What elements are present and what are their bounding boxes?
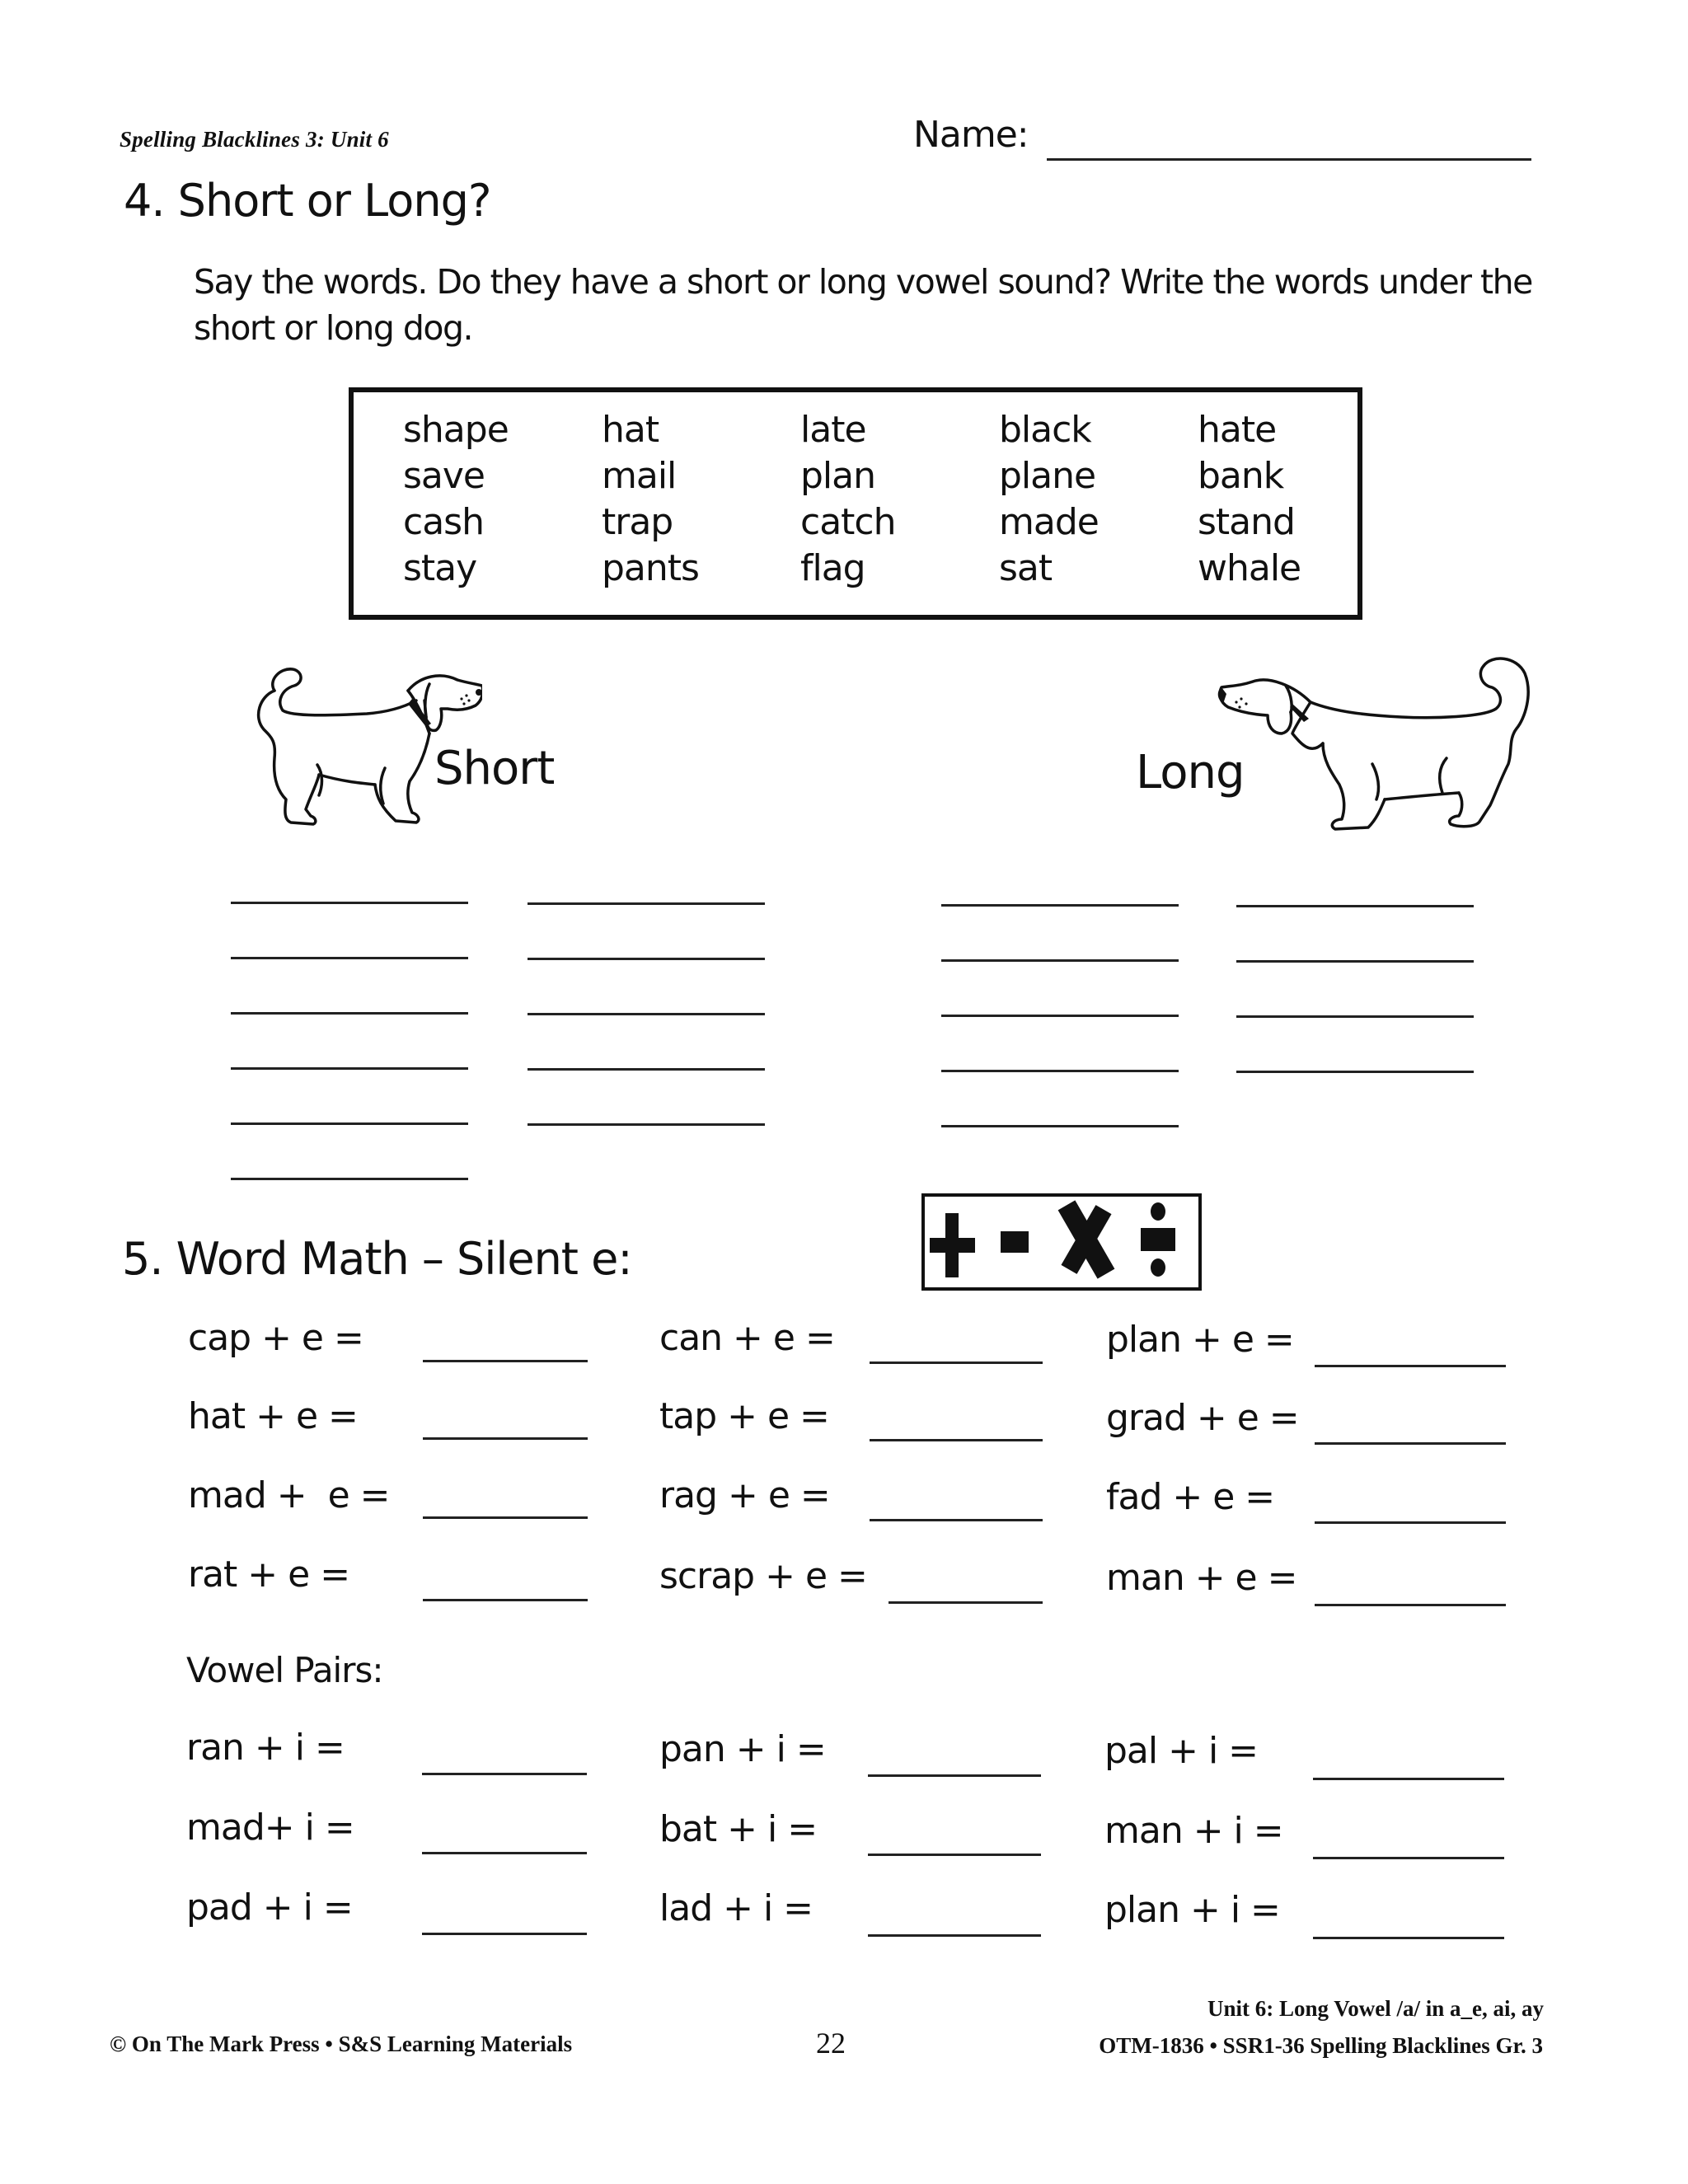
short-label: Short	[434, 742, 555, 795]
word-bank-word: trap	[602, 501, 673, 543]
equation-answer-blank[interactable]	[1315, 1604, 1506, 1606]
equation-answer-blank[interactable]	[1313, 1857, 1504, 1859]
short-answer-blank[interactable]	[528, 1123, 765, 1126]
word-bank-word: save	[403, 455, 485, 497]
equation-answer-blank[interactable]	[422, 1852, 587, 1854]
long-dog-icon	[1170, 636, 1533, 838]
equation-answer-blank[interactable]	[870, 1519, 1043, 1521]
long-answer-blank[interactable]	[941, 1125, 1179, 1127]
long-label: Long	[1136, 746, 1245, 799]
equation-answer-blank[interactable]	[1315, 1521, 1506, 1524]
word-bank-word: hate	[1198, 409, 1277, 451]
math-operators-icon	[925, 1197, 1198, 1287]
short-answer-blank[interactable]	[528, 902, 765, 905]
equation-label: cap + e =	[188, 1317, 363, 1359]
word-bank-column	[999, 407, 1099, 592]
footer-product-code: OTM-1836 • SSR1-36 Spelling Blacklines Gr. 3	[1099, 2033, 1543, 2058]
equation-answer-blank[interactable]	[868, 1934, 1041, 1937]
word-bank-word: late	[800, 409, 866, 451]
equation-answer-blank[interactable]	[868, 1854, 1041, 1856]
math-symbols-box	[921, 1193, 1202, 1291]
short-answer-blank[interactable]	[528, 1068, 765, 1071]
short-answer-blank[interactable]	[528, 958, 765, 960]
word-bank-word: catch	[800, 501, 896, 543]
word-bank-word: black	[999, 409, 1091, 451]
word-bank-column	[1198, 407, 1301, 592]
equation-label: ran + i =	[186, 1727, 345, 1769]
word-bank-column	[800, 407, 895, 592]
equation-answer-blank[interactable]	[868, 1774, 1041, 1777]
short-answer-blank[interactable]	[231, 902, 468, 904]
short-answer-blank[interactable]	[528, 1013, 765, 1015]
word-bank-word: cash	[403, 501, 484, 543]
word-bank-word: mail	[602, 455, 677, 497]
equation-label: man + i =	[1104, 1810, 1283, 1852]
name-label: Name:	[913, 114, 1029, 156]
vowel-pairs-label: Vowel Pairs:	[186, 1650, 383, 1690]
equation-label: bat + i =	[659, 1808, 818, 1850]
equation-label: pan + i =	[659, 1728, 826, 1770]
word-bank-word: stay	[403, 547, 477, 589]
name-field[interactable]	[1047, 158, 1531, 161]
word-bank-word: whale	[1198, 547, 1301, 589]
equation-label: scrap + e =	[659, 1555, 867, 1597]
word-bank-column	[403, 407, 509, 592]
equation-answer-blank[interactable]	[423, 1437, 588, 1440]
long-answer-blank[interactable]	[941, 1070, 1179, 1072]
word-bank-word: pants	[602, 547, 699, 589]
equation-label: fad + e =	[1106, 1476, 1275, 1518]
equation-answer-blank[interactable]	[1313, 1778, 1504, 1780]
equation-label: mad + e =	[188, 1474, 390, 1516]
page-number: 22	[816, 2027, 846, 2060]
equation-label: hat + e =	[188, 1395, 358, 1437]
word-bank-word: made	[999, 501, 1099, 543]
equation-answer-blank[interactable]	[422, 1933, 587, 1935]
short-answer-blank[interactable]	[231, 957, 468, 959]
long-answer-blank[interactable]	[1236, 960, 1474, 963]
short-answer-blank[interactable]	[231, 1178, 468, 1180]
equation-label: plan + e =	[1106, 1319, 1294, 1361]
short-answer-blank[interactable]	[231, 1012, 468, 1015]
word-bank-word: flag	[800, 547, 865, 589]
word-bank-word: bank	[1198, 455, 1284, 497]
section-5-title: 5. Word Math – Silent e:	[122, 1233, 632, 1285]
word-bank-column	[602, 407, 699, 592]
equation-answer-blank[interactable]	[870, 1439, 1043, 1441]
word-bank-word: stand	[1198, 501, 1295, 543]
long-answer-blank[interactable]	[941, 904, 1179, 907]
equation-label: man + e =	[1106, 1557, 1297, 1599]
long-answer-blank[interactable]	[1236, 1015, 1474, 1018]
equation-label: mad+ i =	[186, 1807, 354, 1849]
equation-answer-blank[interactable]	[870, 1361, 1043, 1364]
word-bank-word: hat	[602, 409, 659, 451]
long-answer-blank[interactable]	[941, 959, 1179, 962]
long-answer-blank[interactable]	[941, 1015, 1179, 1017]
section-4-instructions: Say the words. Do they have a short or long vowel sound? Write the words under the short or long dog.	[194, 262, 1532, 348]
short-dog-icon	[235, 635, 482, 837]
section-4-title: 4. Short or Long?	[124, 175, 491, 227]
short-answer-blank[interactable]	[231, 1067, 468, 1070]
equation-answer-blank[interactable]	[1315, 1442, 1506, 1445]
equation-label: rag + e =	[659, 1474, 830, 1516]
equation-label: plan + i =	[1104, 1889, 1280, 1931]
equation-label: can + e =	[659, 1317, 835, 1359]
word-bank-box	[349, 387, 1362, 620]
minus-icon	[1001, 1231, 1029, 1253]
word-bank-word: plane	[999, 455, 1096, 497]
long-answer-blank[interactable]	[1236, 905, 1474, 907]
divide-icon	[1141, 1228, 1175, 1251]
equation-answer-blank[interactable]	[423, 1599, 588, 1601]
short-answer-blank[interactable]	[231, 1122, 468, 1125]
word-bank-word: shape	[403, 409, 509, 451]
equation-label: rat + e =	[188, 1554, 350, 1596]
equation-label: tap + e =	[659, 1395, 829, 1437]
book-title: Spelling Blacklines 3: Unit 6	[120, 127, 389, 152]
equation-label: lad + i =	[659, 1887, 814, 1929]
equation-answer-blank[interactable]	[889, 1601, 1043, 1604]
equation-answer-blank[interactable]	[422, 1773, 587, 1775]
footer-copyright: © On The Mark Press • S&S Learning Materials	[110, 2032, 573, 2056]
equation-label: pal + i =	[1104, 1730, 1259, 1772]
equation-label: grad + e =	[1106, 1397, 1299, 1439]
equation-answer-blank[interactable]	[1315, 1365, 1506, 1367]
equation-answer-blank[interactable]	[423, 1516, 588, 1519]
equation-label: pad + i =	[186, 1886, 353, 1929]
footer-unit-description: Unit 6: Long Vowel /a/ in a_e, ai, ay	[1207, 1996, 1544, 2021]
long-answer-blank[interactable]	[1236, 1071, 1474, 1073]
equation-answer-blank[interactable]	[423, 1360, 588, 1362]
equation-answer-blank[interactable]	[1313, 1937, 1504, 1939]
word-bank-word: plan	[800, 455, 876, 497]
word-bank-word: sat	[999, 547, 1053, 589]
